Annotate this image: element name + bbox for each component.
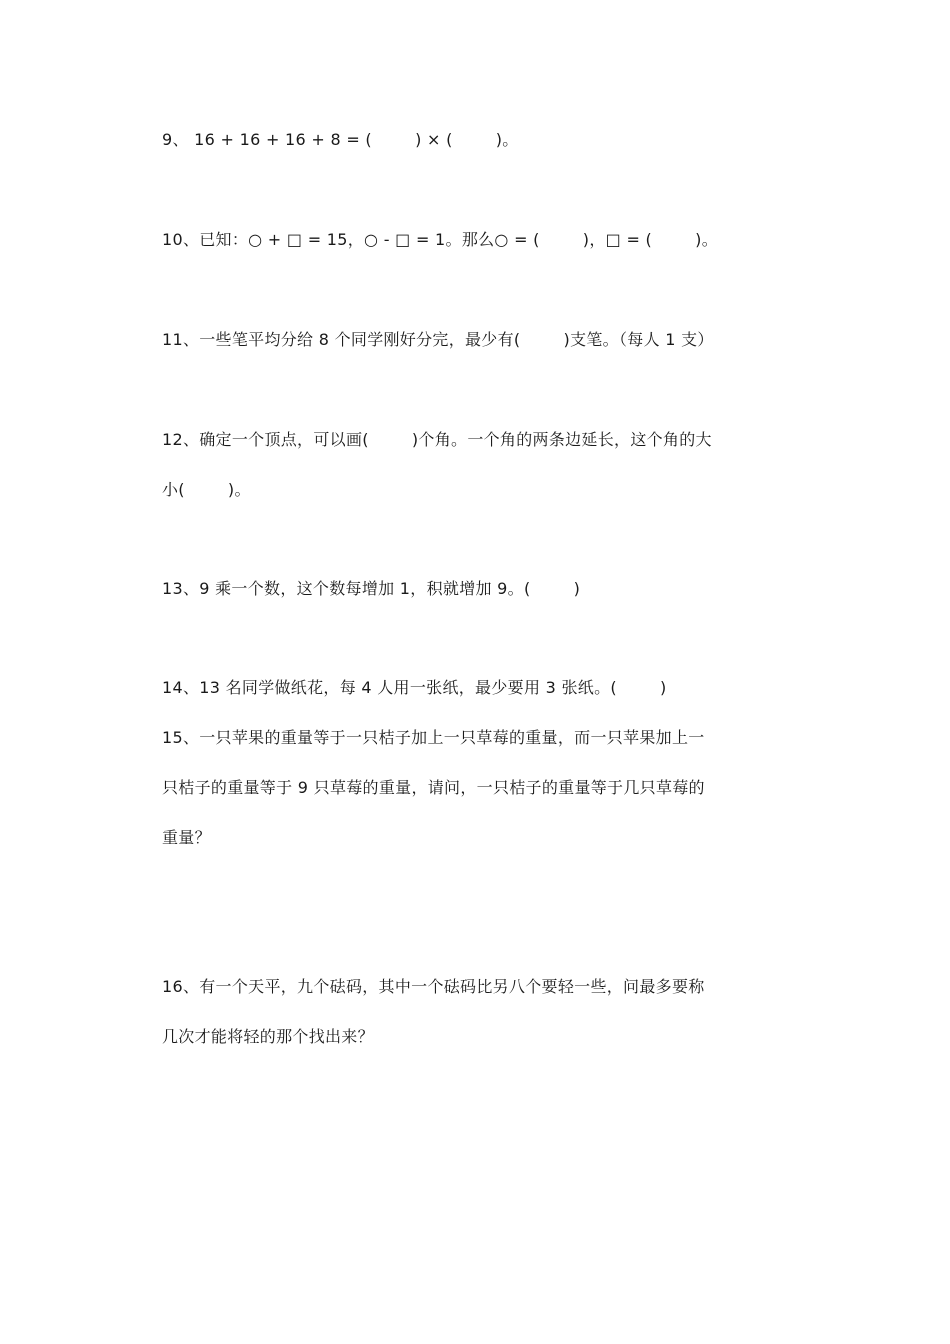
question-11-line-1: 11、一些笔平均分给 8 个同学刚好分完，最少有( )支笔。（每人 1 支）: [162, 330, 714, 349]
question-12-line-2: 小( )。: [162, 480, 251, 499]
question-14-line-1: 14、13 名同学做纸花，每 4 人用一张纸，最少要用 3 张纸。( ): [162, 678, 667, 697]
question-15-line-3: 重量？: [162, 828, 211, 847]
question-16-line-2: 几次才能将轻的那个找出来？: [162, 1027, 374, 1046]
question-15-line-2: 只桔子的重量等于 9 只草莓的重量，请问，一只桔子的重量等于几只草莓的: [162, 778, 705, 797]
question-12-line-1: 12、确定一个顶点，可以画( )个角。一个角的两条边延长，这个角的大: [162, 430, 712, 449]
question-9-line-1: 9、 16 + 16 + 16 + 8 = ( ) × ( )。: [162, 130, 519, 149]
question-13-line-1: 13、9 乘一个数，这个数每增加 1，积就增加 9。( ): [162, 579, 581, 598]
question-10-line-1: 10、已知：○ + □ = 15，○ - □ = 1。那么○ = ( )，□ = ( )。: [162, 230, 719, 249]
question-15-line-1: 15、一只苹果的重量等于一只桔子加上一只草莓的重量，而一只苹果加上一: [162, 728, 705, 747]
question-16-line-1: 16、有一个天平，九个砝码，其中一个砝码比另八个要轻一些，问最多要称: [162, 977, 705, 996]
